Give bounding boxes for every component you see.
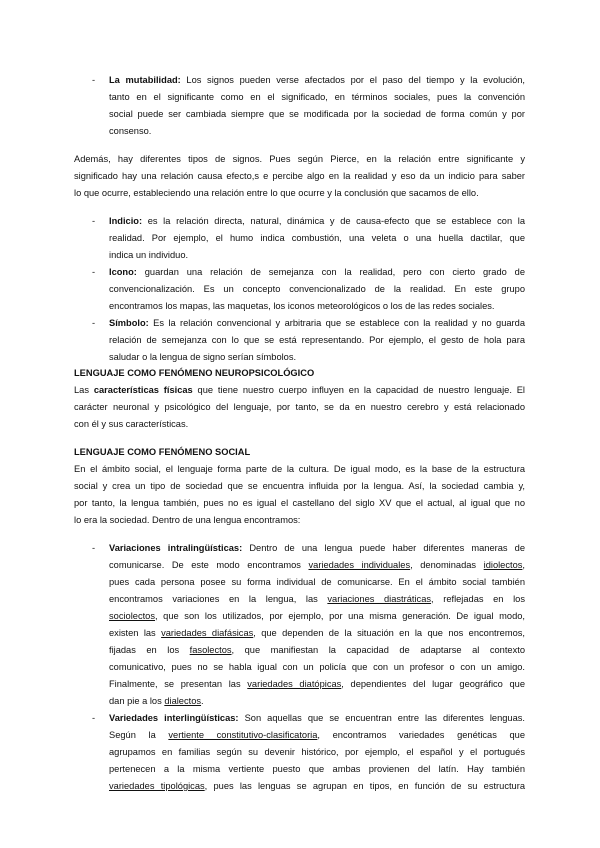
icono-line-2: convencionalización. Es un concepto convencionalizado de la realidad. En este grupo	[109, 284, 525, 294]
inter-line-2: Según la vertiente constitutivo-clasificatoria, encontramos variedades genéticas que	[109, 730, 525, 740]
simbolo-line-2: relación de semejanza con lo que se está representando. Por ejemplo, el gesto de hola para	[109, 335, 525, 345]
intra-line-9: Finalmente, se presentan las variedades diatópicas, dependientes del lugar geográfico que	[109, 679, 525, 689]
mutabilidad-line-4: consenso.	[109, 126, 152, 136]
indicio-line-2: realidad. Por ejemplo, el humo indica combustión, una veleta o una huella dactilar, que	[109, 233, 525, 243]
icono-term: Icono:	[109, 267, 137, 277]
para1-line-3: lo que ocurre, estableciendo una relación entre lo que ocurre y la conclusión que sacamos de ello.	[74, 188, 479, 198]
indicio-line-1: Indicio: es la relación directa, natural, dinámica y de causa-efecto que se establece con la	[109, 216, 525, 226]
para1-line-2: significado hay una relación causa efecto,s e percibe algo en la realidad y eso da un indicio para saber	[74, 171, 525, 181]
intra-line-6: existen las variedades diafásicas, que dependen de la situación en la que nos encontremos,	[109, 628, 525, 638]
mutabilidad-term: La mutabilidad:	[109, 75, 181, 85]
bullet-dash: -	[92, 543, 96, 553]
section2-line-1: En el ámbito social, el lenguaje forma parte de la cultura. De igual modo, es la base de la estructura	[74, 464, 525, 474]
intra-line-8: comunicativo, pues no se habla igual con un policía que con un profesor o con un amigo.	[109, 662, 525, 672]
mutabilidad-line-3: social puede ser cambiada siempre que se modificada por la sociedad de forma común y por	[109, 109, 525, 119]
bullet-dash: -	[92, 267, 96, 277]
indicio-term: Indicio:	[109, 216, 143, 226]
icono-line-3: encontramos los mapas, las maquetas, los iconos meteorológicos o los de las redes sociales.	[109, 301, 495, 311]
section2-line-2: social y crea un tipo de sociedad que se encuentra influida por la lengua. Así, la sociedad cambia y,	[74, 481, 525, 491]
intra-line-7: fijadas en los fasolectos, que manifiestan la capacidad de adaptarse al contexto	[109, 645, 526, 655]
simbolo-line-3: saludar o la lengua de signo serían símbolos.	[109, 352, 297, 362]
intra-line-5: sociolectos, que son los utilizados, por ejemplo, por una misma generación. De igual modo,	[109, 611, 525, 621]
inter-line-3: agrupamos en familias según su devenir histórico, por ejemplo, el español y el portugués	[109, 747, 525, 757]
para1-line-1: Además, hay diferentes tipos de signos. Pues según Pierce, en la relación entre significante y	[74, 154, 525, 164]
simbolo-term: Símbolo:	[109, 318, 149, 328]
simbolo-line-1: Símbolo: Es la relación convencional y arbitraria que se establece con la realidad y no guarda	[109, 318, 525, 328]
section1-line-3: con él y sus características.	[74, 419, 189, 429]
bullet-dash: -	[92, 216, 96, 226]
icono-line-1: Icono: guardan una relación de semejanza con la realidad, pero con cierto grado de	[109, 267, 525, 277]
bullet-dash: -	[92, 75, 96, 85]
intra-term: Variaciones intralingüísticas:	[109, 543, 243, 553]
inter-line-1: Variedades interlingüísticas: Son aquellas que se encuentran entre las diferentes lenguas.	[109, 713, 525, 723]
bullet-dash: -	[92, 713, 96, 723]
inter-line-5: variedades tipológicas, pues las lenguas se agrupan en tipos, en función de su estructura	[109, 781, 525, 791]
bullet-dash: -	[92, 318, 96, 328]
intra-line-10: dan pie a los dialectos.	[109, 696, 204, 706]
mutabilidad-line-2: tanto en el significante como en el significado, en términos sociales, pues la convención	[109, 92, 525, 102]
section-heading-social: LENGUAJE COMO FENÓMENO SOCIAL	[74, 447, 251, 457]
section1-line-1: Las características físicas que tiene nuestro cuerpo influyen en la capacidad de nuestro lenguaje. El	[74, 385, 525, 395]
section1-line-2: carácter neuronal y psicológico del lenguaje, por tanto, se da en nuestro cerebro y está relacionado	[74, 402, 525, 412]
intra-line-1: Variaciones intralingüísticas: Dentro de una lengua puede haber diferentes maneras de	[109, 543, 526, 553]
section2-line-4: lo era la sociedad. Dentro de una lengua encontramos:	[74, 515, 301, 525]
mutabilidad-line-1: La mutabilidad: Los signos pueden verse afectados por el paso del tiempo y la evolución,	[109, 75, 525, 85]
inter-term: Variedades interlingüísticas:	[109, 713, 239, 723]
intra-line-2: comunicarse. De este modo encontramos variedades individuales, denominadas idiolectos,	[109, 560, 525, 570]
section2-line-3: por tanto, la lengua también, pues no es igual el castellano del siglo XV que el actual, al igual que no	[74, 498, 525, 508]
intra-line-3: pues cada persona posee su forma individual de comunicarse. En el ámbito social también	[109, 577, 525, 587]
section-heading-neuropsicologico: LENGUAJE COMO FENÓMENO NEUROPSICOLÓGICO	[74, 368, 315, 378]
indicio-line-3: indica un individuo.	[109, 250, 189, 260]
inter-line-4: pertenecen a la misma vertiente puesto que ambas provienen del latín. Hay también	[109, 764, 525, 774]
intra-line-4: encontramos variaciones en la lengua, las variaciones diastráticas, reflejadas en los	[109, 594, 525, 604]
